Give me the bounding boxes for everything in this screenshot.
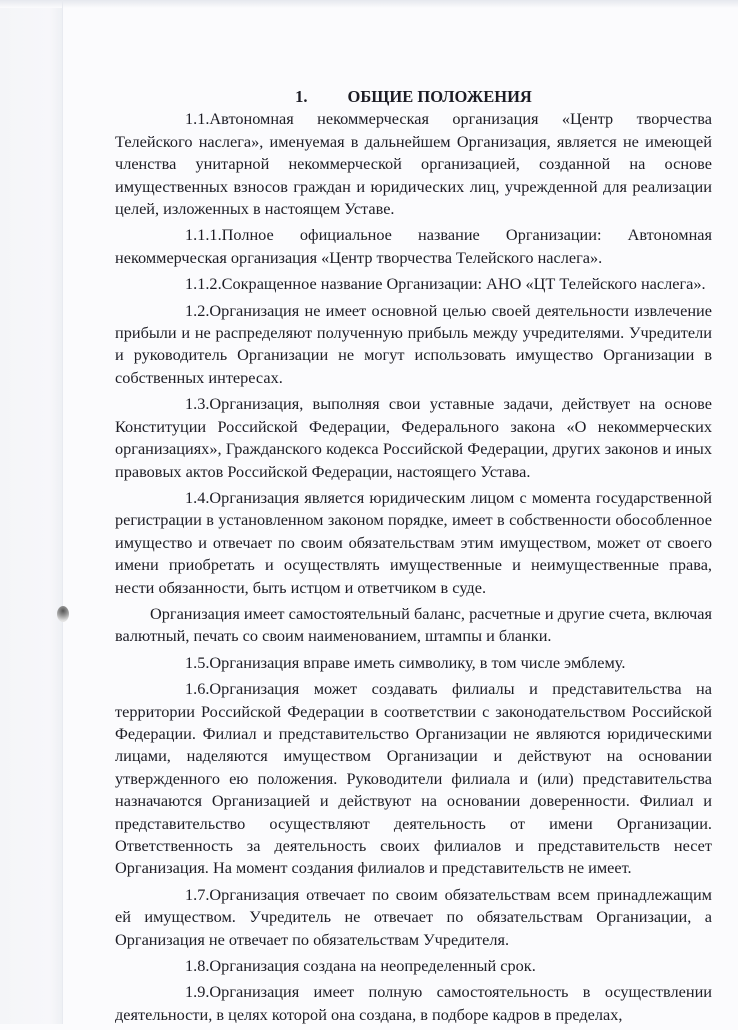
paragraph-number: 1.2.: [185, 300, 210, 320]
paragraph-number: 1.6.: [185, 679, 210, 699]
paragraph-1-2: [115, 300, 712, 390]
scan-top-edge: [0, 0, 738, 8]
paragraph-1-5: [115, 652, 712, 674]
paragraph-1-1-1: [115, 224, 712, 269]
page-fold-line: [62, 0, 63, 1024]
paragraph-number: 1.1.1.: [185, 225, 222, 245]
paragraph-text: Организация имеет полную самостоятельность в осуществлении деятельности, в целях которой она создана, в подборе кадров в пределах,: [115, 982, 712, 1024]
paragraph-1-4-continued: [115, 603, 712, 648]
scan-margin: [0, 0, 62, 1024]
paragraph-number: 1.3.: [185, 394, 210, 414]
paragraph-1-1: [115, 108, 712, 220]
paragraph-1-8: [115, 955, 712, 977]
paragraph-text: Сокращенное название Организации: АНО «ЦТ Телейского наслега».: [221, 274, 706, 294]
section-number: 1.: [295, 87, 308, 106]
paragraph-text: Организация является юридическим лицом с момента государственной регистрации в установленном законом порядке, имеет в собственности обособленное имущество и отвечает по своим обязательствам этим имуществом, может от своего имени приобретать и осуществлять имущественные и неимущественные права, нести обязанности, быть истцом и ответчиком в суде.: [115, 487, 712, 597]
paragraph-text: Автономная некоммерческая организация «Центр творчества Телейского наслега», именуемая в дальнейшем Организация, является не имеющей членства унитарной некоммерческой организацией, созданной на основе имущественных взносов граждан и юридических лиц, учрежденной для реализации целей, изложенных в настоящем Уставе.: [115, 109, 712, 219]
paragraph-number: 1.1.: [185, 109, 210, 129]
paragraph-text: Организация отвечает по своим обязательствам всем принадлежащим ей имуществом. Учредитель не отвечает по обязательствам Организации, а Организация не отвечает по обязательствам Учредителя.: [115, 884, 712, 949]
paragraph-1-1-2: [115, 273, 712, 295]
paragraph-number: 1.8.: [185, 956, 210, 976]
paragraph-number: 1.1.2.: [185, 274, 222, 294]
paragraph-1-6: [115, 678, 712, 880]
punch-hole-mark: [57, 606, 69, 622]
paragraph-text: Организация имеет самостоятельный баланс, расчетные и другие счета, включая валютный, печать со своим наименованием, штампы и бланки.: [115, 603, 712, 646]
paragraph-text: Полное официальное название Организации: Автономная некоммерческая организация «Центр творчества Телейского наслега».: [115, 225, 712, 267]
paragraph-text: Организация, выполняя свои уставные задачи, действует на основе Конституции Российской Федерации, Федерального закона «О некоммерческих организациях», Гражданского кодекса Российской Федерации, других законов и иных правовых актов Российской Федерации, настоящего Устава.: [115, 394, 712, 481]
section-title: ОБЩИЕ ПОЛОЖЕНИЯ: [347, 87, 532, 106]
paragraph-number: 1.4.: [185, 487, 210, 507]
document-page: [115, 86, 712, 1030]
paragraph-number: 1.7.: [185, 884, 210, 904]
paragraph-number: 1.9.: [185, 982, 210, 1002]
paragraph-1-4: [115, 487, 712, 599]
paragraph-text: Организация может создавать филиалы и представительства на территории Российской Федерации в соответствии с законодательством Российской Федерации. Филиал и представительство Организации не являются юридическими лицами, наделяются имуществом Организации и действуют на основании утвержденного ею положения. Руководители филиала и (или) представительства назначаются Организацией и действуют на основании доверенности. Филиал и представительство осуществляют деятельность от имени Организации. Ответственность за деятельность своих филиалов и представительств несет Организация. На момент создания филиалов и представительств не имеет.: [115, 679, 712, 878]
paragraph-text: Организация вправе иметь символику, в том числе эмблему.: [209, 652, 626, 672]
paragraph-1-7: [115, 884, 712, 951]
paragraph-number: 1.5.: [185, 652, 210, 672]
paragraph-text: Организация не имеет основной целью своей деятельности извлечение прибыли и не распределяют полученную прибыль между учредителями. Учредители и руководитель Организации не могут использовать имущество Организации в собственных интересах.: [115, 300, 712, 387]
section-heading: [115, 86, 712, 108]
paragraph-1-9: [115, 981, 712, 1026]
paragraph-text: Организация создана на неопределенный срок.: [209, 956, 536, 976]
paragraph-1-3: [115, 393, 712, 483]
